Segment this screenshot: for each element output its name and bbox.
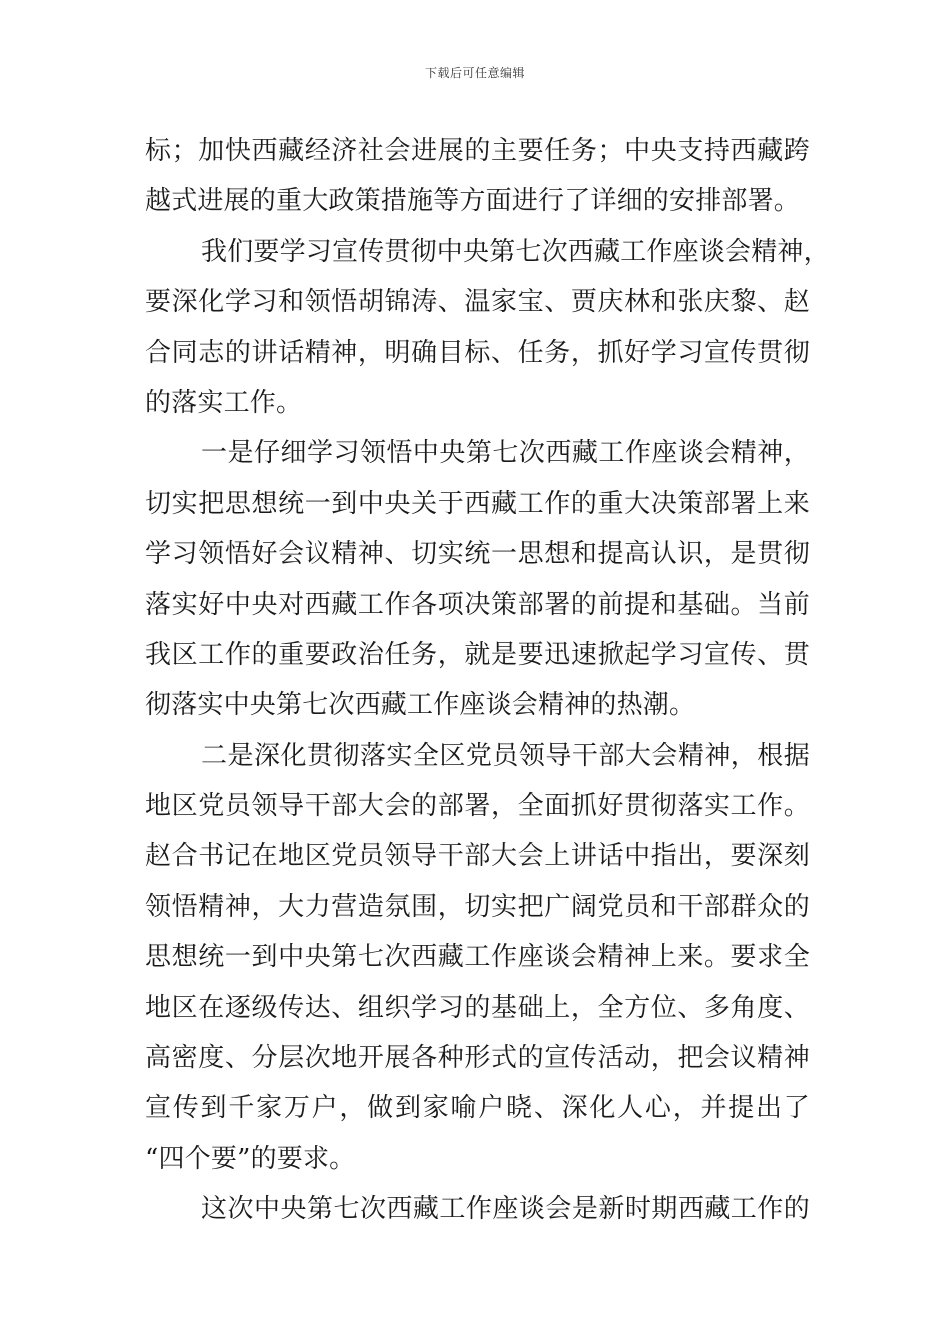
- document-body: [145, 126, 830, 1235]
- text-line: 彻落实中央第七次西藏工作座谈会精神的热潮。: [145, 690, 696, 721]
- text-line: 标；加快西藏经济社会进展的主要任务；中央支持西藏跨: [145, 136, 810, 166]
- text-line: 地区党员领导干部大会的部署，全面抓好贯彻落实工作。: [145, 791, 810, 822]
- text-line: 切实把思想统一到中央关于西藏工作的重大决策部署上来: [145, 488, 810, 519]
- text-line: 宣传到千家万户，做到家喻户晓、深化人心，并提出了: [145, 1093, 810, 1124]
- text-line: 的落实工作。: [145, 387, 303, 418]
- text-line: 地区在逐级传达、组织学习的基础上，全方位、多角度、: [145, 992, 810, 1023]
- page-header-note: 下载后可任意编辑: [424, 66, 525, 80]
- text-line: 合同志的讲话精神，明确目标、任务，抓好学习宣传贯彻: [145, 337, 810, 368]
- text-line: 我区工作的重要政治任务，就是要迅速掀起学习宣传、贯: [145, 639, 810, 670]
- text-line: “四个要”的要求。: [145, 1143, 356, 1174]
- text-line: 落实好中央对西藏工作各项决策部署的前提和基础。当前: [145, 589, 810, 620]
- text-line: 二是深化贯彻落实全区党员领导干部大会精神，根据: [201, 740, 810, 771]
- text-line: 越式进展的重大政策措施等方面进行了详细的安排部署。: [145, 186, 801, 217]
- text-line: 高密度、分层次地开展各种形式的宣传活动，把会议精神: [145, 1043, 810, 1074]
- text-line: 领悟精神，大力营造氛围，切实把广阔党员和干部群众的: [145, 891, 810, 922]
- text-line: 我们要学习宣传贯彻中央第七次西藏工作座谈会精神，: [201, 236, 830, 267]
- text-line: 要深化学习和领悟胡锦涛、温家宝、贾庆林和张庆黎、赵: [145, 287, 810, 318]
- text-line: 这次中央第七次西藏工作座谈会是新时期西藏工作的: [201, 1194, 810, 1225]
- text-line: 学习领悟好会议精神、切实统一思想和提高认识，是贯彻: [145, 539, 810, 570]
- text-line: 赵合书记在地区党员领导干部大会上讲话中指出，要深刻: [145, 841, 810, 872]
- text-line: 一是仔细学习领悟中央第七次西藏工作座谈会精神，: [201, 438, 810, 469]
- text-line: 思想统一到中央第七次西藏工作座谈会精神上来。要求全: [145, 942, 810, 973]
